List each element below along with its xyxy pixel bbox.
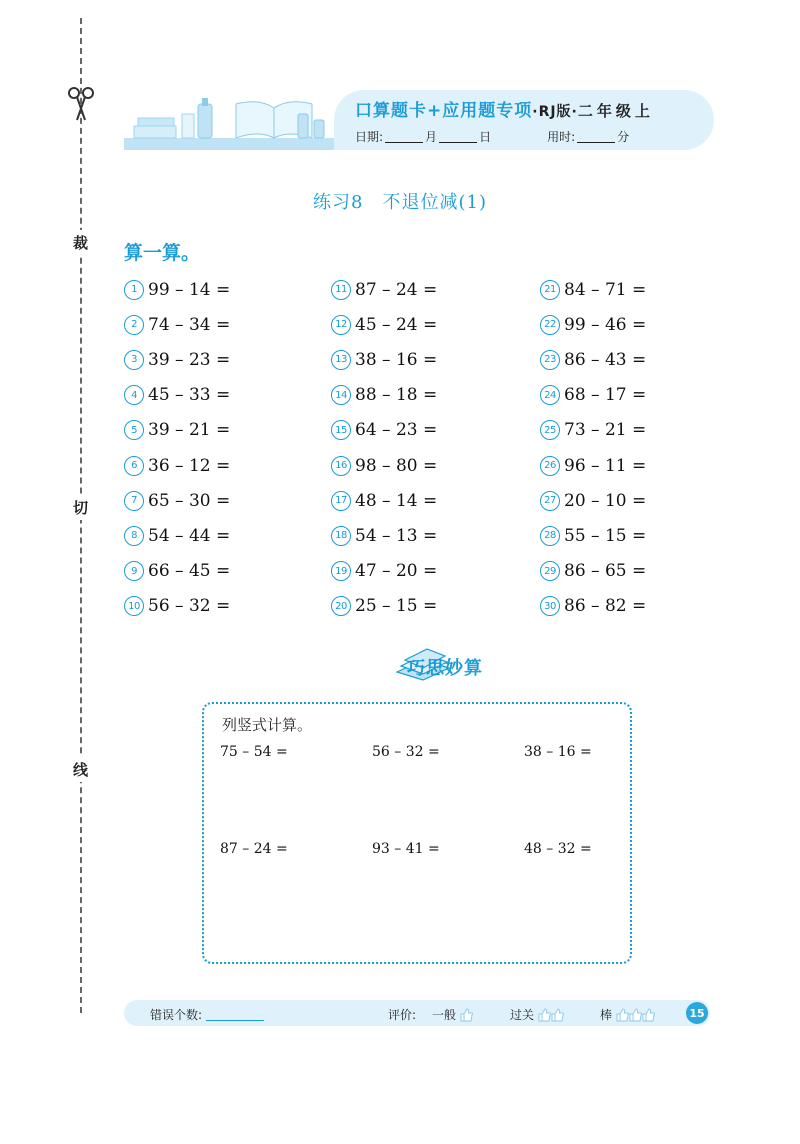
problem-expression: 48 – 14 = bbox=[355, 490, 438, 511]
problem-item bbox=[331, 483, 531, 518]
problem-number: 27 bbox=[540, 491, 560, 511]
problem-item bbox=[540, 413, 740, 448]
minute-label: 分 bbox=[617, 130, 630, 144]
date-time-line bbox=[355, 128, 629, 145]
problem-column-2 bbox=[331, 272, 531, 624]
problem-expression: 56 – 32 = bbox=[148, 596, 231, 617]
problem-item bbox=[540, 483, 740, 518]
problem-expression: 65 – 30 = bbox=[148, 490, 231, 511]
problem-grid bbox=[124, 272, 684, 622]
thumbs-up-icon bbox=[616, 1008, 629, 1022]
problem-number: 30 bbox=[540, 596, 560, 616]
thumbs-up-icon bbox=[460, 1008, 473, 1022]
problem-expression: 64 – 23 = bbox=[355, 420, 438, 441]
date-label: 日期: bbox=[355, 130, 384, 144]
problem-item bbox=[331, 272, 531, 307]
error-count-label: 错误个数: bbox=[150, 1008, 203, 1022]
problem-item bbox=[124, 378, 324, 413]
problem-expression: 47 – 20 = bbox=[355, 561, 438, 582]
rating-label: 评价: bbox=[388, 1008, 417, 1022]
problem-item bbox=[331, 448, 531, 483]
problem-number: 23 bbox=[540, 350, 560, 370]
vertical-expr: 75 – 54 = bbox=[220, 744, 288, 760]
problem-item bbox=[124, 518, 324, 553]
problem-number: 21 bbox=[540, 280, 560, 300]
problem-number: 12 bbox=[331, 315, 351, 335]
time-blank[interactable] bbox=[577, 142, 615, 143]
problem-item bbox=[331, 307, 531, 342]
rating-average[interactable] bbox=[432, 1006, 473, 1023]
month-blank[interactable] bbox=[385, 142, 423, 143]
problem-number: 9 bbox=[124, 561, 144, 581]
vertical-expr: 38 – 16 = bbox=[524, 744, 592, 760]
problem-expression: 99 – 14 = bbox=[148, 279, 231, 300]
problem-number: 4 bbox=[124, 385, 144, 405]
problem-number: 24 bbox=[540, 385, 560, 405]
book-title-main: 口算题卡+应用题专项 bbox=[355, 101, 533, 121]
problem-expression: 55 – 15 = bbox=[564, 525, 647, 546]
month-label: 月 bbox=[425, 130, 438, 144]
problem-expression: 36 – 12 = bbox=[148, 455, 231, 476]
problem-number: 2 bbox=[124, 315, 144, 335]
problem-item bbox=[540, 518, 740, 553]
problem-expression: 38 – 16 = bbox=[355, 349, 438, 370]
problem-number: 3 bbox=[124, 350, 144, 370]
problem-number: 26 bbox=[540, 456, 560, 476]
problem-expression: 88 – 18 = bbox=[355, 385, 438, 406]
problem-expression: 54 – 13 = bbox=[355, 525, 438, 546]
rating-pass-label: 过关 bbox=[510, 1008, 535, 1022]
problem-number: 1 bbox=[124, 280, 144, 300]
error-count-blank[interactable] bbox=[206, 1020, 264, 1021]
problem-expression: 87 – 24 = bbox=[355, 279, 438, 300]
rating-average-label: 一般 bbox=[432, 1008, 457, 1022]
problem-expression: 66 – 45 = bbox=[148, 561, 231, 582]
problem-item bbox=[331, 518, 531, 553]
smart-calc-title: 巧思妙算 bbox=[407, 658, 483, 679]
problem-number: 17 bbox=[331, 491, 351, 511]
vertical-expr: 48 – 32 = bbox=[524, 841, 592, 857]
time-label: 用时: bbox=[547, 130, 576, 144]
problem-item bbox=[331, 378, 531, 413]
vertical-expr: 87 – 24 = bbox=[220, 841, 288, 857]
rating-pass[interactable] bbox=[510, 1006, 564, 1023]
problem-number: 25 bbox=[540, 420, 560, 440]
day-blank[interactable] bbox=[439, 142, 477, 143]
problem-column-1 bbox=[124, 272, 324, 624]
thumbs-up-icon bbox=[629, 1008, 642, 1022]
cut-label-cai: 裁 bbox=[73, 230, 88, 255]
vertical-calc-box bbox=[202, 702, 632, 964]
problem-item bbox=[124, 307, 324, 342]
problem-number: 29 bbox=[540, 561, 560, 581]
problem-expression: 73 – 21 = bbox=[564, 420, 647, 441]
problem-expression: 96 – 11 = bbox=[564, 455, 647, 476]
problem-item bbox=[124, 342, 324, 377]
problem-item bbox=[124, 483, 324, 518]
problem-expression: 99 – 46 = bbox=[564, 314, 647, 335]
problem-number: 10 bbox=[124, 596, 144, 616]
problem-item bbox=[331, 554, 531, 589]
problem-expression: 39 – 21 = bbox=[148, 420, 231, 441]
stationery-illustration bbox=[124, 90, 339, 152]
problem-expression: 86 – 65 = bbox=[564, 561, 647, 582]
thumbs-up-icon bbox=[551, 1008, 564, 1022]
problem-expression: 84 – 71 = bbox=[564, 279, 647, 300]
problem-item bbox=[331, 413, 531, 448]
problem-number: 5 bbox=[124, 420, 144, 440]
problem-item bbox=[540, 589, 740, 624]
problem-expression: 25 – 15 = bbox=[355, 596, 438, 617]
cut-label-qie: 切 bbox=[73, 495, 88, 520]
problem-number: 22 bbox=[540, 315, 560, 335]
book-edition: ·RJ版· bbox=[532, 104, 578, 120]
problem-expression: 20 – 10 = bbox=[564, 490, 647, 511]
problem-number: 13 bbox=[331, 350, 351, 370]
problem-item bbox=[331, 589, 531, 624]
problem-item bbox=[540, 307, 740, 342]
problem-expression: 39 – 23 = bbox=[148, 349, 231, 370]
problem-item bbox=[540, 272, 740, 307]
problem-number: 6 bbox=[124, 456, 144, 476]
vertical-calc-instruction: 列竖式计算。 bbox=[222, 716, 313, 734]
cut-label-xian: 线 bbox=[73, 757, 88, 782]
book-grade: 二年级上 bbox=[577, 102, 654, 120]
thumbs-up-icon bbox=[642, 1008, 655, 1022]
thumbs-up-icon bbox=[538, 1008, 551, 1022]
problem-item bbox=[540, 378, 740, 413]
problem-item bbox=[124, 413, 324, 448]
problem-number: 14 bbox=[331, 385, 351, 405]
vertical-expr: 56 – 32 = bbox=[372, 744, 440, 760]
vertical-expr: 93 – 41 = bbox=[372, 841, 440, 857]
problem-item bbox=[540, 554, 740, 589]
problem-item bbox=[331, 342, 531, 377]
rating-great[interactable] bbox=[600, 1006, 655, 1023]
rating-great-label: 棒 bbox=[600, 1008, 613, 1022]
problem-expression: 98 – 80 = bbox=[355, 455, 438, 476]
book-title bbox=[355, 96, 654, 121]
day-label: 日 bbox=[479, 130, 492, 144]
problem-expression: 74 – 34 = bbox=[148, 314, 231, 335]
scissors-icon bbox=[67, 86, 95, 122]
section-heading: 算一算。 bbox=[124, 242, 201, 264]
problem-number: 11 bbox=[331, 280, 351, 300]
problem-number: 8 bbox=[124, 526, 144, 546]
problem-number: 28 bbox=[540, 526, 560, 546]
problem-number: 15 bbox=[331, 420, 351, 440]
problem-number: 20 bbox=[331, 596, 351, 616]
problem-expression: 54 – 44 = bbox=[148, 525, 231, 546]
problem-expression: 86 – 43 = bbox=[564, 349, 647, 370]
problem-expression: 45 – 33 = bbox=[148, 385, 231, 406]
problem-expression: 45 – 24 = bbox=[355, 314, 438, 335]
problem-number: 19 bbox=[331, 561, 351, 581]
problem-column-3 bbox=[540, 272, 740, 624]
problem-item bbox=[124, 589, 324, 624]
problem-item bbox=[540, 448, 740, 483]
error-count bbox=[150, 1006, 264, 1023]
problem-item bbox=[540, 342, 740, 377]
problem-number: 18 bbox=[331, 526, 351, 546]
problem-expression: 86 – 82 = bbox=[564, 596, 647, 617]
problem-number: 7 bbox=[124, 491, 144, 511]
exercise-title: 练习8 不退位减(1) bbox=[313, 192, 487, 213]
problem-item bbox=[124, 554, 324, 589]
page-number: 15 bbox=[686, 1002, 708, 1024]
footer-bar bbox=[124, 1000, 710, 1026]
problem-item bbox=[124, 272, 324, 307]
problem-expression: 68 – 17 = bbox=[564, 385, 647, 406]
problem-item bbox=[124, 448, 324, 483]
problem-number: 16 bbox=[331, 456, 351, 476]
